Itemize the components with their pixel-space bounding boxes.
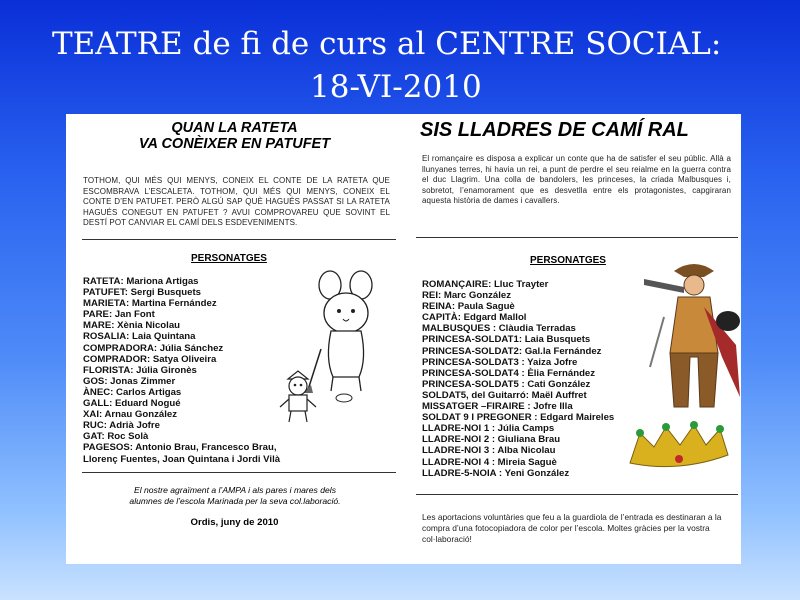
cast-item: PARE: Jan Font xyxy=(83,309,155,321)
cast-item: FLORISTA: Júlia Gironès xyxy=(83,364,197,376)
cast-item: MARE: Xènia Nicolau xyxy=(83,320,181,332)
acknowledgement xyxy=(80,485,390,507)
cast-item: PATUFET: Sergi Busquets xyxy=(83,287,201,299)
cast-item: GOS: Jonas Zimmer xyxy=(83,375,176,387)
divider xyxy=(416,494,738,495)
divider xyxy=(416,237,738,238)
cast-item: LLADRE-5-NOIA : Yeni González xyxy=(422,467,570,479)
right-play-title: SIS LLADRES DE CAMÍ RAL xyxy=(420,119,689,141)
right-column xyxy=(412,114,741,564)
left-column xyxy=(66,114,403,564)
cast-item: PRINCESA-SOLDAT3 : Yaiza Jofre xyxy=(422,356,578,368)
cast-item: LLADRE-NOI 3 : Alba Nicolau xyxy=(422,445,556,457)
cast-item: PRINCESA-SOLDAT5 : Cati González xyxy=(422,378,591,390)
cast-item: MALBUSQUES : Clàudia Terradas xyxy=(422,323,576,335)
program-sheet xyxy=(66,114,741,564)
cast-item: PRINCESA-SOLDAT1: Laia Busquets xyxy=(422,334,591,346)
right-cast-heading: PERSONATGES xyxy=(530,255,606,266)
cast-item: PRINCESA-SOLDAT2: Gal.la Fernández xyxy=(422,345,602,357)
cast-item: SOLDAT 9 I PREGONER : Edgard Maireles xyxy=(422,412,615,424)
title-date: 18-VI-2010 xyxy=(310,69,482,105)
right-synopsis: El romançaire es disposa a explicar un conte que ha de satisfer el seu públic. Allà a llunyanes terres, hi havia un rei, a punt de perdre el seu reialme en la guerra contra el duc Llagrim. Una colla de bandolers, les princeses, la criada Malbusques i, sobretot, l’enamorament que es desvetlla entre els protagonistes, capgiraran aquesta història de dames i cavallers. xyxy=(422,154,731,205)
cast-item: LLADRE-NOI 4 : Mireia Saguè xyxy=(422,456,557,468)
cast-item: GAT: Roc Solà xyxy=(83,431,149,443)
musketeer-drawing-icon xyxy=(644,257,742,417)
cast-item: Llorenç Fuentes, Joan Quintana i Jordi Vilà xyxy=(83,453,281,465)
left-title-line-2: VA CONÈIXER EN PATUFET xyxy=(138,136,331,152)
cast-item: ÀNEC: Carlos Artigas xyxy=(83,386,182,398)
patufet-drawing-icon xyxy=(276,369,320,425)
left-cast-heading: PERSONATGES xyxy=(191,253,267,264)
cast-item: SOLDAT5, del Guitarró: Maël Auffret xyxy=(422,389,587,401)
cast-item: ROMANÇAIRE: Lluc Trayter xyxy=(422,279,549,290)
cast-item: LLADRE-NOI 2 : Giuliana Brau xyxy=(422,434,561,446)
acknowledgement-line-2: alumnes de l’escola Marinada per la seva col.laboració. xyxy=(129,496,341,506)
signature: Ordis, juny de 2010 xyxy=(190,517,279,528)
cast-item: REINA: Paula Saguè xyxy=(422,301,515,313)
cast-item: COMPRADORA: Júlia Sánchez xyxy=(83,342,224,354)
cast-item: MARIETA: Martina Fernández xyxy=(83,298,217,310)
cast-item: CAPITÀ: Edgard Mallol xyxy=(422,312,527,324)
cast-item: ROSALIA: Laia Quintana xyxy=(83,331,196,343)
cast-item: XAI: Arnau González xyxy=(83,409,177,421)
donation-note: Les aportacions voluntàries que feu a la guardiola de l’entrada es destinaran a la compra d’una fotocopiadora de color per l’escola. Moltes gràcies per la vostra col·laboració! xyxy=(422,512,722,544)
cast-item: RATETA: Mariona Artigas xyxy=(83,276,199,287)
left-synopsis: TOTHOM, QUI MÉS QUI MENYS, CONEIX EL CONTE DE LA RATETA QUE ESCOMBRAVA L’ESCALETA. TOTHOM, QUI MÉS QUI MENYS, CONEIX EL CONTE D’EN PATUFET. PERÒ ALGÚ SAP QUÈ HAGUÉS PASSAT SI LA RATETA HAGUÉS CONEGUT EN PATUFET ? AVUI COMPROVAREU QUE SOVINT EL DESTÍ POT CANVIAR EL CAMÍ DELS ESDEVENIMENTS. xyxy=(83,176,390,227)
cast-item: MISSATGER –FIRAIRE : Jofre Illa xyxy=(422,401,573,413)
left-play-title xyxy=(66,120,403,152)
cast-item: PAGESOS: Antonio Brau, Francesco Brau, xyxy=(83,442,277,454)
divider xyxy=(82,239,396,240)
divider xyxy=(82,472,396,473)
cast-item: COMPRADOR: Satya Oliveira xyxy=(83,353,217,365)
coin-icon xyxy=(334,392,354,404)
title-line-1: TEATRE de fi de curs al CENTRE SOCIAL: xyxy=(52,26,722,62)
left-title-line-1: QUAN LA RATETA xyxy=(171,120,298,136)
crown-drawing-icon xyxy=(624,419,734,471)
cast-item: GALL: Eduard Nogué xyxy=(83,398,181,410)
cast-item: LLADRE-NOI 1 : Júlia Camps xyxy=(422,423,555,435)
cast-item: RUC: Adrià Jofre xyxy=(83,420,160,432)
acknowledgement-line-1: El nostre agraïment a l’AMPA i als pares i mares dels xyxy=(133,485,337,495)
cast-item: PRINCESA-SOLDAT4 : Èlia Fernández xyxy=(422,367,596,379)
cast-item: REI: Marc González xyxy=(422,290,512,302)
